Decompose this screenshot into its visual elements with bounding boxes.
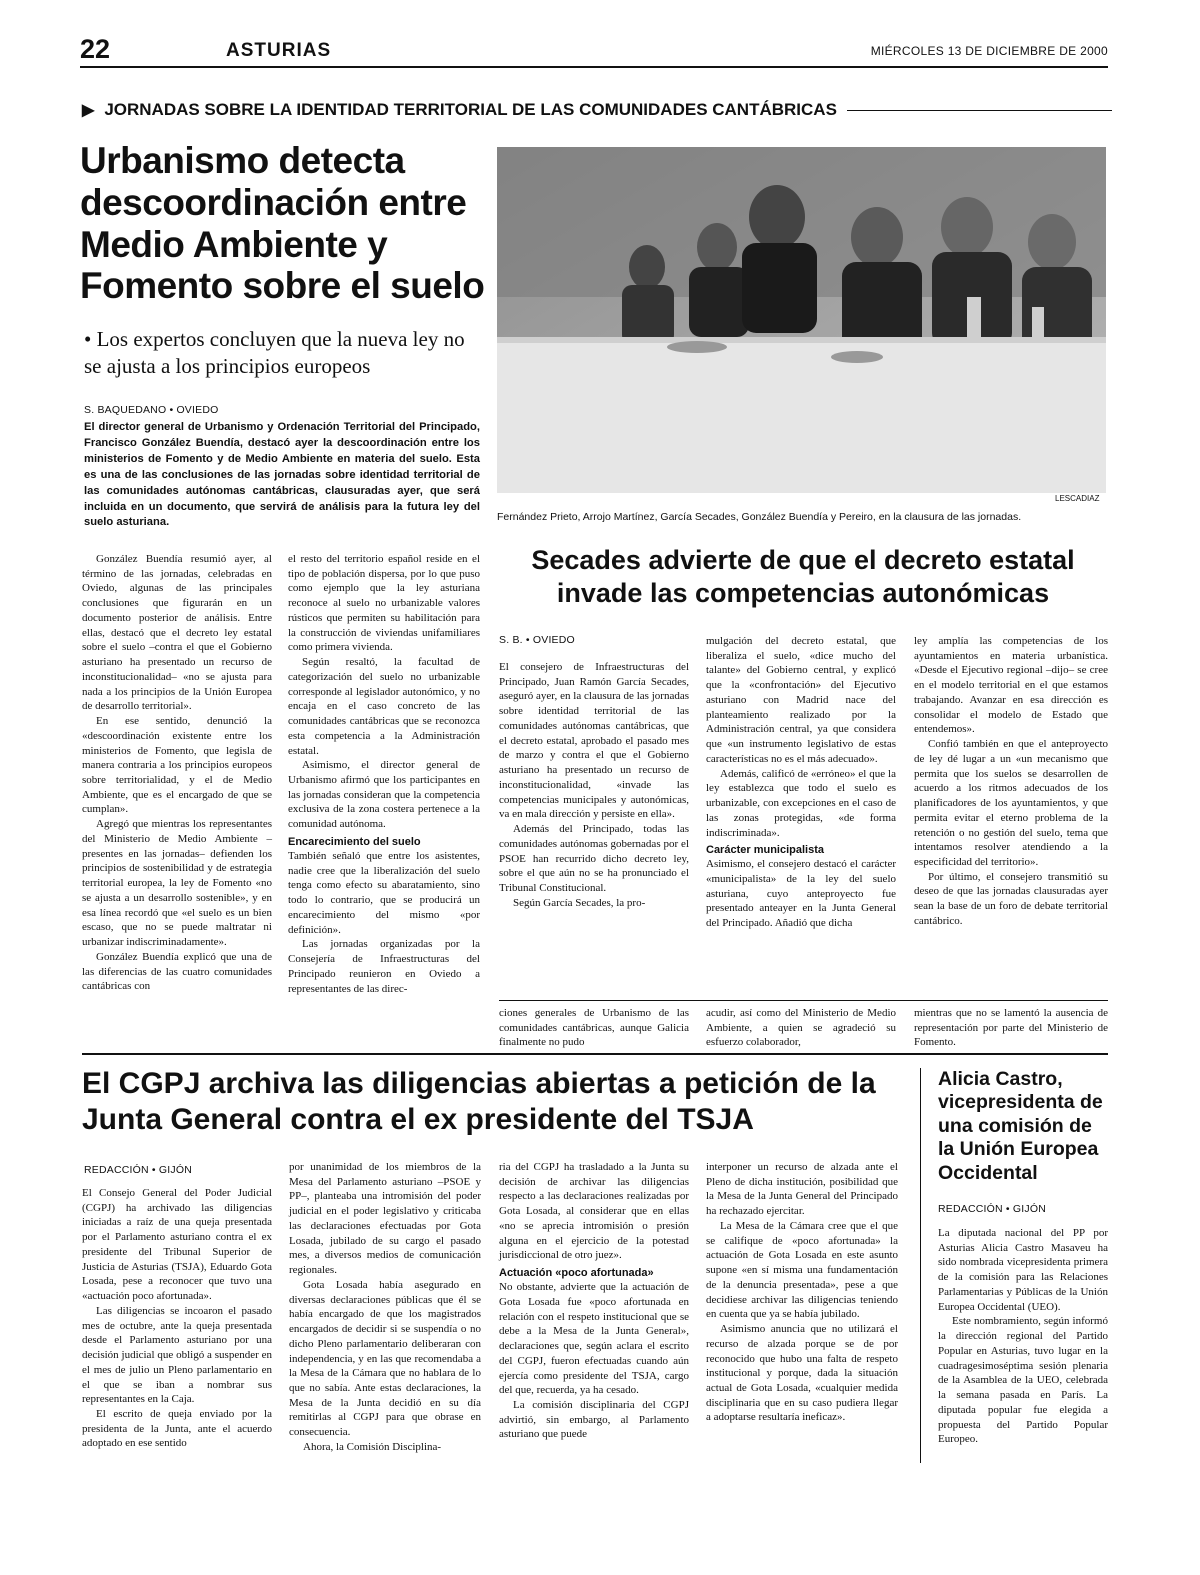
article2-column-2: [706, 634, 896, 931]
paragraph: Según resaltó, la facultad de categorización del suelo no urbanizable corresponde al legislador autonómico, y no encaja en el caso concreto de las comunidades cantábricas que se reconozca esta competencia a la Administración estatal.: [288, 656, 480, 757]
kicker-text: JORNADAS SOBRE LA IDENTIDAD TERRITORIAL DE LAS COMUNIDADES CANTÁBRICAS: [104, 100, 837, 119]
paragraph: interponer un recurso de alzada ante el Pleno de dicha institución, posibilidad que la Mesa de la Junta General del Principado ha rechazado ejercitar.: [706, 1161, 898, 1218]
paragraph: el resto del territorio español reside en el tipo de población dispersa, por lo que puso como ejemplo que la ley asturiana reconoce al suelo no urbanizable valores rústicos que permiten su habilitación para la construcción de viviendas unifamiliares como primera vivienda.: [288, 553, 480, 654]
paragraph: Gota Losada había asegurado en diversas declaraciones públicas que él se había encargado de que los magistrados encargados de decidir si se suspendía o no dicho Pleno parlamentario deliberaran con independencia, y en las que recomendaba a la Mesa de la Cámara que no hablara de lo que no sabía. Ante estas declaraciones, la Mesa de la Junta decidió en su día remitirlas al CGPJ para que obrase en consecuencia.: [289, 1278, 481, 1439]
article3-column-2: [289, 1160, 481, 1455]
issue-date: MIÉRCOLES 13 DE DICIEMBRE DE 2000: [870, 44, 1108, 58]
paragraph: También señaló que entre los asistentes, nadie cree que la liberalización del suelo tenga como efecto su abaratamiento, sino todo lo contrario, que se producirá un encarecimiento del mismo «por definición».: [288, 849, 480, 936]
paragraph: Asimismo, el director general de Urbanismo afirmó que los participantes en las jornadas consideran que la competencia exclusiva de la zona costera pertenece a la comunidad autónoma.: [288, 759, 480, 831]
article2-column-1: [499, 660, 689, 910]
conference-photo: [497, 147, 1106, 493]
paragraph: Además del Principado, todas las comunidades autónomas gobernadas por el PSOE han recurrido dicho decreto ley, sobre el que aún no se ha pronunciado el Tribunal Constitucional.: [499, 823, 689, 895]
section-title: ASTURIAS: [226, 40, 332, 61]
main-headline: Urbanismo detecta descoordinación entre Medio Ambiente y Fomento sobre el suelo: [80, 140, 485, 307]
paragraph: Las diligencias se incoaron el pasado mes de octubre, ante la queja presentada desde el Parlamento asturiano por una decisión judicial que obligó a suspender en el mes de julio un Pleno parlamentario en el que se iban a nombrar sus representantes en la Caja.: [82, 1304, 272, 1406]
sidebar-rule: [920, 1068, 921, 1463]
paragraph: Según García Secades, la pro-: [513, 896, 646, 909]
paragraph: mientras que no se lamentó la ausencia de representación por parte del Ministerio de Fomento.: [914, 1007, 1108, 1049]
paragraph: El consejero de Infraestructuras del Principado, Juan Ramón García Secades, aseguró ayer, en la clausura de las jornadas sobre identidad territorial de las comunidades autónomas cantábricas, que el decreto estatal, aprobado el pasado mes de marzo y contra el que el Gobierno asturiano ha presentado un recurso de inconstitucionalidad, «invade las competencias municipales y autonómicas, va en mala dirección y persiste en ella».: [499, 661, 689, 821]
page-number: 22: [80, 34, 111, 64]
paragraph: ria del CGPJ ha trasladado a la Junta su decisión de archivar las diligencias respecto a las declaraciones realizadas por Gota Losada, al considerar que en ellas «no se aprecia intromisión o presión alguna en el ejercicio de la potestad jurisdiccional de otro juez».: [499, 1161, 689, 1262]
triangle-icon: ▶: [82, 102, 95, 119]
article1-column-1: [82, 552, 272, 994]
paragraph: Asimismo anuncia que no utilizará el recurso de alzada porque se de por reconocido que hubo una falta de respeto institucional y porque, dada la situación actual de Gota Losada, «cualquier medida disciplinaria que en su caso pudiera llegar a adoptarse resultaría ineficaz».: [706, 1323, 898, 1424]
paragraph: Confió también en que el anteproyecto de ley dé lugar a un «un mecanismo que permita que los suelos se desarrollen de acuerdo a los ritmos adecuados de los planificadores de los ayuntamientos, y que permita evitar el eterno problema de la retención o no gestión del suelo, tema que intentamos resolver atendiendo a la especificidad del territorio».: [914, 738, 1108, 869]
paragraph: La Mesa de la Cámara cree que el que se califique de «poco afortunada» la actuación de Gota Losada en este asunto supone «en sí misma una fundamentación de la denuncia presentada», pese a que decidiese archivar las diligencias teniendo en cuenta que ya se había jubilado.: [706, 1219, 898, 1321]
article1-column-2: [288, 552, 480, 996]
subheading: Carácter municipalista: [706, 844, 824, 857]
article2-strip-2: [706, 1006, 896, 1050]
kicker-rule: [847, 110, 1112, 111]
article2-strip-3: [914, 1006, 1108, 1050]
subheading: Encarecimiento del suelo: [288, 835, 421, 848]
paragraph: acudir, así como del Ministerio de Medio Ambiente, a quien se agradeció su esfuerzo colaborador,: [706, 1007, 896, 1049]
paragraph: Además, calificó de «erróneo» el que la ley establezca que todo el suelo es urbanizable, con excepciones en el caso de las zonas protegidas, «de forma indiscriminada».: [706, 767, 896, 839]
photo-caption: Fernández Prieto, Arrojo Martínez, García Secades, González Buendía y Pereiro, en la clausura de las jornadas.: [497, 511, 1022, 523]
conference-photo-image: [497, 147, 1106, 493]
header-rule: [80, 66, 1108, 68]
strip-rule: [499, 1000, 1108, 1001]
paragraph: No obstante, advierte que la actuación de Gota Losada fue «poco afortunada en relación con el respeto institucional que se debe a la Mesa de la Junta General», declaraciones que, según aclara el escrito del CGPJ, fueron efectuadas cuando aún ejercía como presidente del TSJA, cargo del que, recuerda, ya ha cesado.: [499, 1281, 689, 1397]
paragraph: ciones generales de Urbanismo de las comunidades cantábricas, aunque Galicia finalmente no pudo: [499, 1007, 689, 1049]
paragraph: Asimismo, el consejero destacó el carácter «municipalista» de la ley del suelo asturiana, cuyo anteproyecto fue presentado anteayer en la Junta General del Principado. Añadió que dicha: [706, 858, 896, 930]
paragraph: Agregó que mientras los representantes del Ministerio de Medio Ambiente –presentes en las jornadas– defienden los principios de sostenibilidad y de estrategia territorial europea, la ley de Fomento «no se ajusta a un desarrollo sostenible», y en esa línea recordó que «el suelo es un bien escaso, que no se puede maltratar ni urbanizar indiscriminadamente».: [82, 818, 272, 949]
paragraph: La diputada nacional del PP por Asturias Alicia Castro Masaveu ha sido nombrada vicepresidenta primera de la comisión para las Relaciones Parlamentarias y Públicas de la Unión Europea Occidental (UEO).: [938, 1227, 1108, 1313]
sidebar-headline: Alicia Castro, vicepresidenta de una comisión de la Unión Europea Occidental: [938, 1068, 1103, 1184]
cgpj-headline: El CGPJ archiva las diligencias abiertas a petición de la Junta General contra el ex presidente del TSJA: [82, 1067, 876, 1136]
article2-strip-1: [499, 1006, 689, 1050]
article3-column-3: [499, 1160, 689, 1442]
sidebar-byline: REDACCIÓN • GIJÓN: [938, 1203, 1047, 1215]
paragraph: mulgación del decreto estatal, que liberaliza el suelo, «dice mucho del talante» del Gobierno central, y explicó que la «confrontación» del Ejecutivo asturiano con Madrid nace del planteamiento realizado por la Administración central, ya que considera que «un instrumento legislativo de estas características no es el más adecuado».: [706, 635, 896, 765]
article3-column-1: [82, 1186, 272, 1451]
paragraph: En ese sentido, denunció la «descoordinación existente entre los ministerios de Fomento, que legisla de manera contraria a los principios europeos sobre territorialidad, y el de Medio Ambiente, que es el encargado de que se cumplan».: [82, 715, 272, 816]
paragraph: Ahora, la Comisión Disciplina-: [303, 1440, 442, 1453]
paragraph: La comisión disciplinaria del CGPJ advirtió, sin embargo, al Parlamento asturiano que puede: [499, 1399, 689, 1441]
paragraph: Por último, el consejero transmitió su deseo de que las jornadas clausuradas ayer sean la base de un foro de debate territorial cantábrico.: [914, 870, 1108, 927]
sidebar-body: [938, 1226, 1108, 1447]
main-subheadline: • Los expertos concluyen que la nueva ley no se ajusta a los principios europeos: [84, 327, 465, 379]
paragraph: por unanimidad de los miembros de la Mesa del Parlamento asturiano –PSOE y PP–, planteaba una intromisión del poder judicial en el poder legislativo y criticaba las declaraciones efectuadas por Gota Losada, jubilado de su cargo el pasado mes, a diversos medios de comunicación regionales.: [289, 1161, 481, 1277]
section-kicker: [82, 100, 1112, 120]
secondary-byline: S. B. • OVIEDO: [499, 634, 575, 646]
paragraph: El escrito de queja enviado por la presidenta de la Junta, ante el acuerdo adoptado en ese sentido: [82, 1408, 272, 1450]
subheading: Actuación «poco afortunada»: [499, 1267, 654, 1280]
paragraph: González Buendía resumió ayer, al término de las jornadas, celebradas en Oviedo, algunas de las principales conclusiones que figurarán en un documento posterior de análisis. Entre ellas, destacó que el decreto ley estatal sobre el suelo –contra el que el Gobierno asturiano ha presentado un recurso de inconstitucionalidad– «no se ajusta para nada a los principios de la Unión Europea de desarrollo territorial».: [82, 553, 272, 713]
secondary-headline: Secades advierte de que el decreto estatal invade las competencias autonómicas: [531, 545, 1075, 608]
cgpj-byline: REDACCIÓN • GIJÓN: [84, 1164, 193, 1176]
article2-column-3: [914, 634, 1108, 929]
paragraph: ley amplía las competencias de los ayuntamientos en materia urbanística. «Desde el Ejecutivo regional –dijo– se cree en el modelo territorial en el que estamos trabajando. Avanzar en esa dirección es consolidar el modelo de Estado que entendemos».: [914, 635, 1108, 736]
main-byline: S. BAQUEDANO • OVIEDO: [84, 404, 219, 416]
paragraph: Las jornadas organizadas por la Consejería de Infraestructuras del Principado reunieron en Oviedo a representantes de las direc-: [288, 938, 480, 995]
section-divider: [82, 1053, 1108, 1055]
photo-credit: LESCADIAZ: [1055, 494, 1100, 503]
paragraph: Este nombramiento, según informó la dirección regional del Partido Popular en Asturias, tuvo lugar en la cuadragesimoséptima sesión plenaria de la Asamblea de la UEO, celebrada la semana pasada en París. La diputada popular fue elegida a propuesta del Partido Popular Europeo.: [938, 1315, 1108, 1446]
main-lead: El director general de Urbanismo y Ordenación Territorial del Principado, Francisco González Buendía, destacó ayer la descoordinación entre los ministerios de Fomento y de Medio Ambiente en materia del suelo. Esta es una de las conclusiones de las jornadas sobre identidad territorial de las comunidades autónomas cantábricas, clausuradas ayer, que será incluida en un documento, que servirá de análisis para la futura ley del suelo asturiana.: [84, 421, 480, 529]
paragraph: El Consejo General del Poder Judicial (CGPJ) ha archivado las diligencias iniciadas a raíz de una queja presentada por el Parlamento asturiano contra el ex presidente del Tribunal Superior de Justicia de Asturias (TSJA), Eduardo Gota Losada, pese a reconocer que tuvo una «actuación poco afortunada».: [82, 1187, 272, 1303]
paragraph: González Buendía explicó que una de las diferencias de las cuatro comunidades cantábricas con: [82, 950, 272, 993]
article3-column-4: [706, 1160, 898, 1425]
